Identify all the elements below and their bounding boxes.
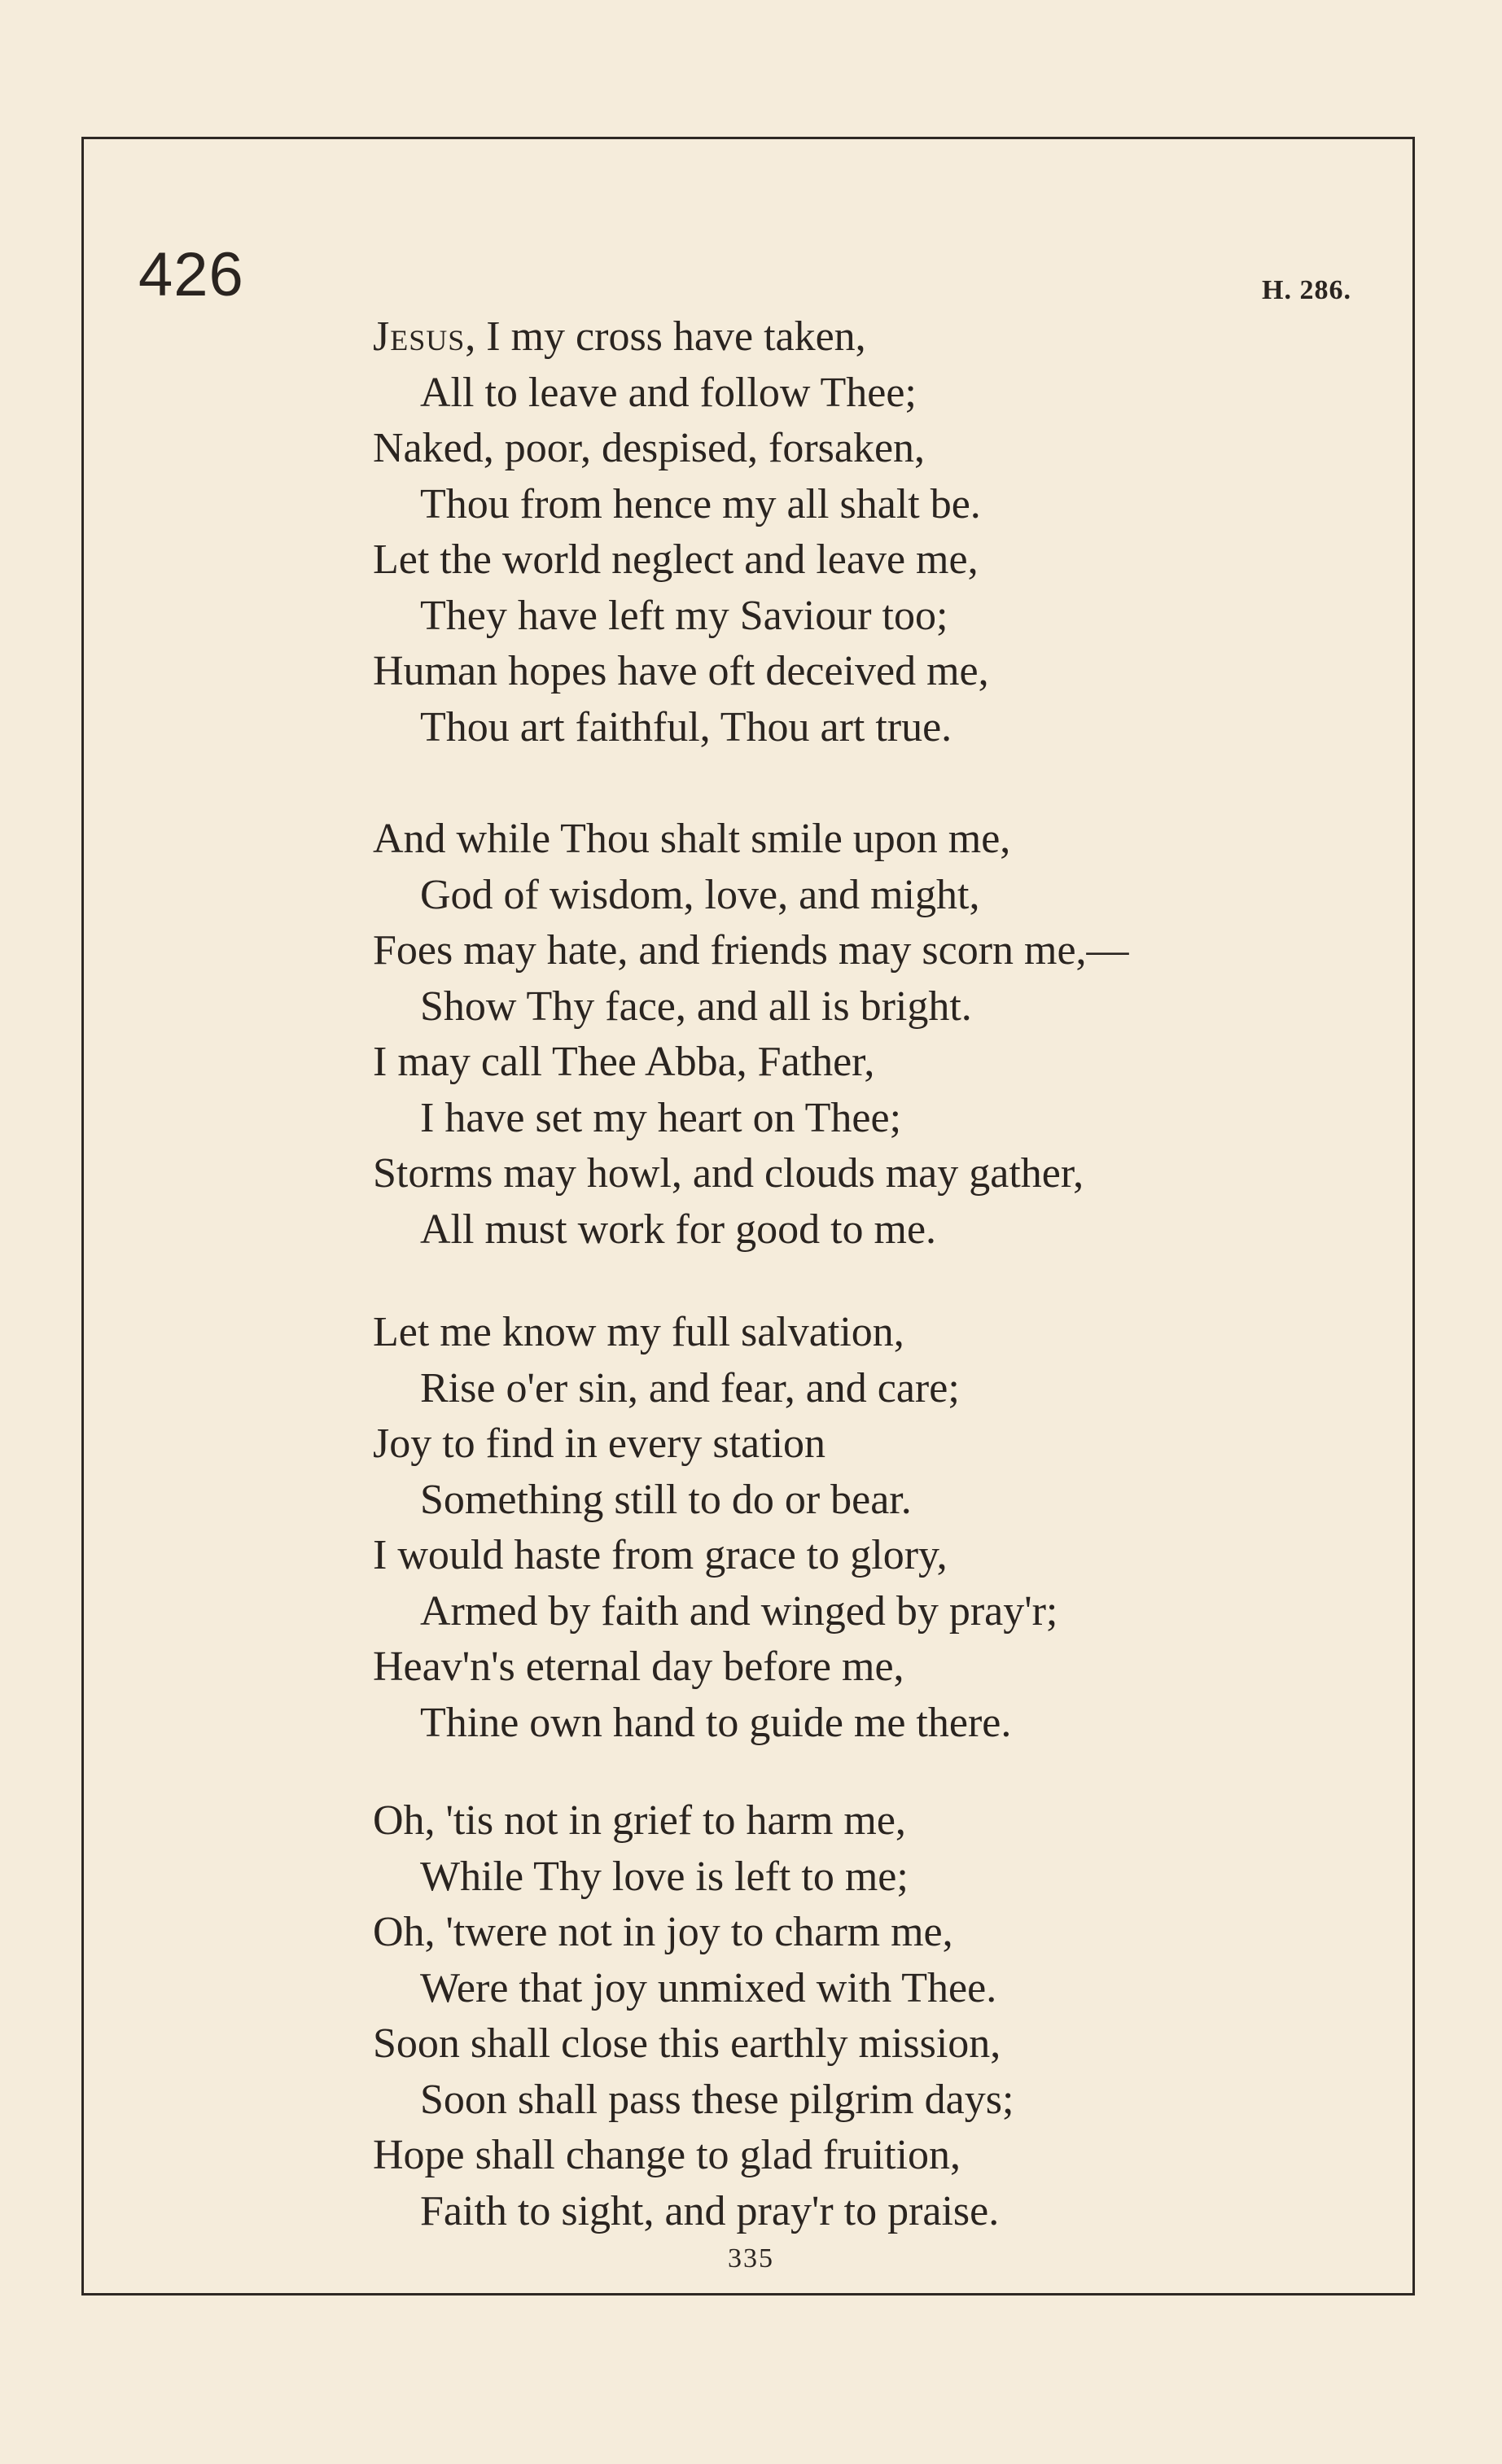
verse-line: Something still to do or bear. [420, 1476, 912, 1523]
verse-line: Let me know my full salvation, [373, 1309, 904, 1355]
verse-line: Were that joy unmixed with Thee. [420, 1964, 997, 2011]
verse-line: Thou from hence my all shalt be. [420, 480, 981, 527]
verse-line: Human hopes have oft deceived me, [373, 648, 989, 694]
verse-line: Thine own hand to guide me there. [420, 1699, 1012, 1746]
verse-line: Hope shall change to glad fruition, [373, 2132, 961, 2178]
verse-line: Thou art faithful, Thou art true. [420, 703, 952, 751]
verse-line: Joy to find in every station [373, 1420, 826, 1467]
verse-line: Show Thy face, and all is bright. [420, 983, 972, 1030]
verse-line: Armed by faith and winged by pray'r; [420, 1587, 1058, 1635]
first-word: Jesus [373, 313, 466, 360]
verse-line: Oh, 'tis not in grief to harm me, [373, 1797, 906, 1844]
verse-line: And while Thou shalt smile upon me, [373, 816, 1011, 862]
tune-reference: H. 286. [1262, 275, 1351, 305]
verse-2 [373, 812, 1129, 1258]
verse-line: God of wisdom, love, and might, [420, 871, 980, 918]
verse-line: Heav'n's eternal day before me, [373, 1643, 904, 1690]
verse-line: Soon shall close this earthly mission, [373, 2020, 1001, 2067]
verse-1 [373, 309, 989, 755]
verse-line: Storms may howl, and clouds may gather, [373, 1150, 1084, 1197]
verse-line: I would haste from grace to glory, [373, 1532, 948, 1578]
verse-line: Soon shall pass these pilgrim days; [420, 2076, 1014, 2123]
verse-line: Faith to sight, and pray'r to praise. [420, 2187, 1000, 2234]
verse-4 [373, 1793, 1014, 2239]
first-line-rest: , I my cross have taken, [465, 313, 866, 360]
verse-line: All must work for good to me. [420, 1206, 937, 1253]
verse-line: Let the world neglect and leave me, [373, 536, 979, 583]
verse-line: All to leave and follow Thee; [420, 369, 917, 416]
verse-line: Foes may hate, and friends may scorn me,— [373, 927, 1129, 974]
hymn-number: 426 [138, 240, 244, 309]
verse-line [373, 309, 989, 365]
verse-3 [373, 1305, 1058, 1751]
verse-line: They have left my Saviour too; [420, 592, 948, 639]
page-number: 335 [728, 2243, 774, 2274]
verse-line: Oh, 'twere not in joy to charm me, [373, 1909, 953, 1955]
verse-line: Naked, poor, despised, forsaken, [373, 425, 926, 471]
verse-line: I have set my heart on Thee; [420, 1094, 902, 1141]
verse-line: I may call Thee Abba, Father, [373, 1039, 875, 1085]
verse-line: While Thy love is left to me; [420, 1853, 909, 1900]
verse-line: Rise o'er sin, and fear, and care; [420, 1364, 960, 1411]
